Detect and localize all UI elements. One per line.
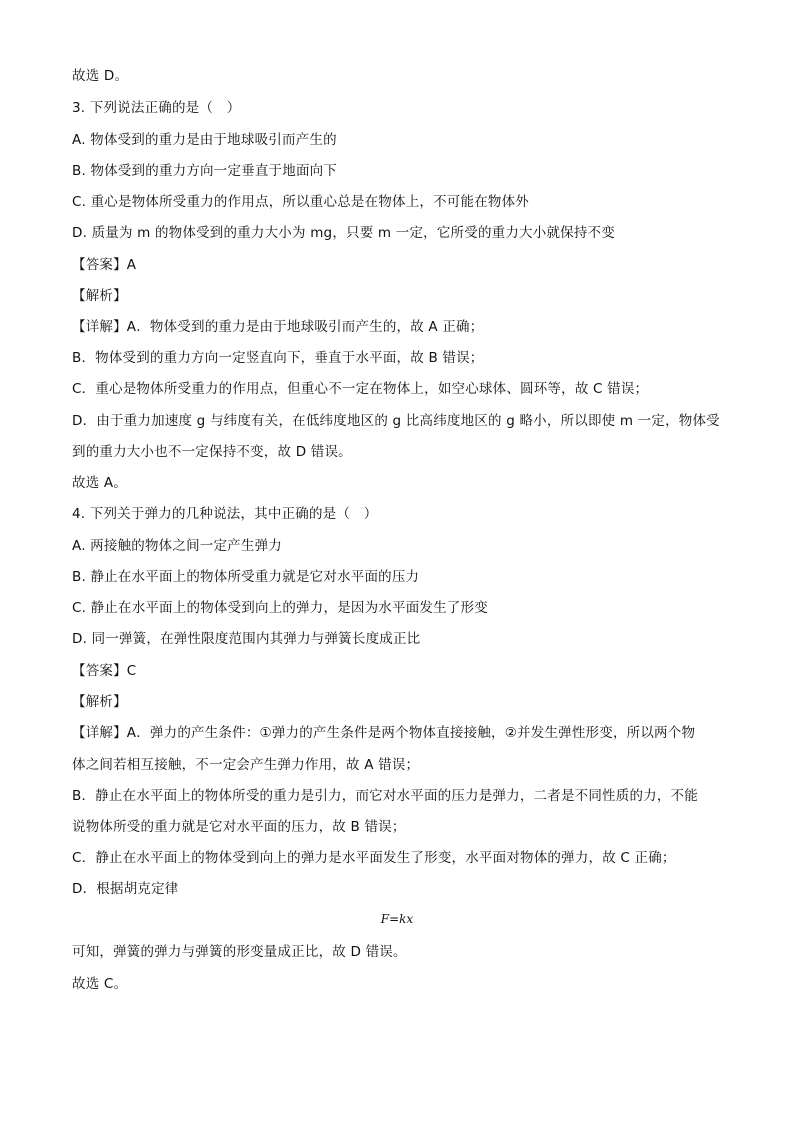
q4-option-a: A. 两接触的物体之间一定产生弹力: [72, 538, 282, 554]
q3-detail-d-line2: 到的重力大小也不一定保持不变，故 D 错误。: [72, 444, 352, 460]
q4-detail-d: D．根据胡克定律: [72, 881, 179, 897]
q3-option-d: D. 质量为 m 的物体受到的重力大小为 mg，只要 m 一定，它所受的重力大小就保持不变: [72, 225, 615, 241]
q3-answer: 【答案】A: [72, 257, 137, 273]
q4-detail-a-line1: 【详解】A．弹力的产生条件：①弹力的产生条件是两个物体直接接触，②并发生弹性形变，所以两个物: [72, 725, 696, 741]
q4-after-formula: 可知，弹簧的弹力与弹簧的形变量成正比，故 D 错误。: [72, 944, 407, 960]
q2-conclusion: 故选 D。: [72, 68, 129, 84]
q3-detail-b: B．物体受到的重力方向一定竖直向下，垂直于水平面，故 B 错误；: [72, 350, 484, 366]
q4-answer: 【答案】C: [72, 663, 137, 679]
q4-conclusion: 故选 C。: [72, 976, 128, 992]
q4-detail-a-line2: 体之间若相互接触，不一定会产生弹力作用，故 A 错误；: [72, 757, 420, 773]
q3-stem: 3. 下列说法正确的是（ ）: [72, 100, 241, 116]
q4-detail-c: C．静止在水平面上的物体受到向上的弹力是水平面发生了形变，水平面对物体的弹力，故 C 正确；: [72, 850, 676, 866]
q3-option-a: A. 物体受到的重力是由于地球吸引而产生的: [72, 132, 337, 148]
q3-option-c: C. 重心是物体所受重力的作用点，所以重心总是在物体上，不可能在物体外: [72, 194, 530, 210]
q3-detail-a: 【详解】A．物体受到的重力是由于地球吸引而产生的，故 A 正确；: [72, 319, 484, 335]
q4-option-c: C. 静止在水平面上的物体受到向上的弹力，是因为水平面发生了形变: [72, 600, 488, 616]
q4-detail-b-line1: B．静止在水平面上的物体所受的重力是引力，而它对水平面的压力是弹力，二者是不同性质的力，不能: [72, 788, 698, 804]
q4-option-b: B. 静止在水平面上的物体所受重力就是它对水平面的压力: [72, 569, 420, 585]
q3-detail-d-line1: D．由于重力加速度 g 与纬度有关，在低纬度地区的 g 比高纬度地区的 g 略小，所以即使 m 一定，物体受: [72, 413, 720, 429]
q4-analysis-label: 【解析】: [72, 694, 127, 710]
q4-detail-b-line2: 说物体所受的重力就是它对水平面的压力，故 B 错误；: [72, 819, 406, 835]
q4-stem: 4. 下列关于弹力的几种说法，其中正确的是（ ）: [72, 506, 378, 522]
q3-option-b: B. 物体受到的重力方向一定垂直于地面向下: [72, 163, 338, 179]
q3-detail-c: C．重心是物体所受重力的作用点，但重心不一定在物体上，如空心球体、圆环等，故 C 错误；: [72, 381, 649, 397]
q3-analysis-label: 【解析】: [72, 288, 127, 304]
hooke-law-formula: F=kx: [380, 912, 414, 926]
q4-option-d: D. 同一弹簧，在弹性限度范围内其弹力与弹簧长度成正比: [72, 631, 421, 647]
q3-conclusion: 故选 A。: [72, 475, 128, 491]
